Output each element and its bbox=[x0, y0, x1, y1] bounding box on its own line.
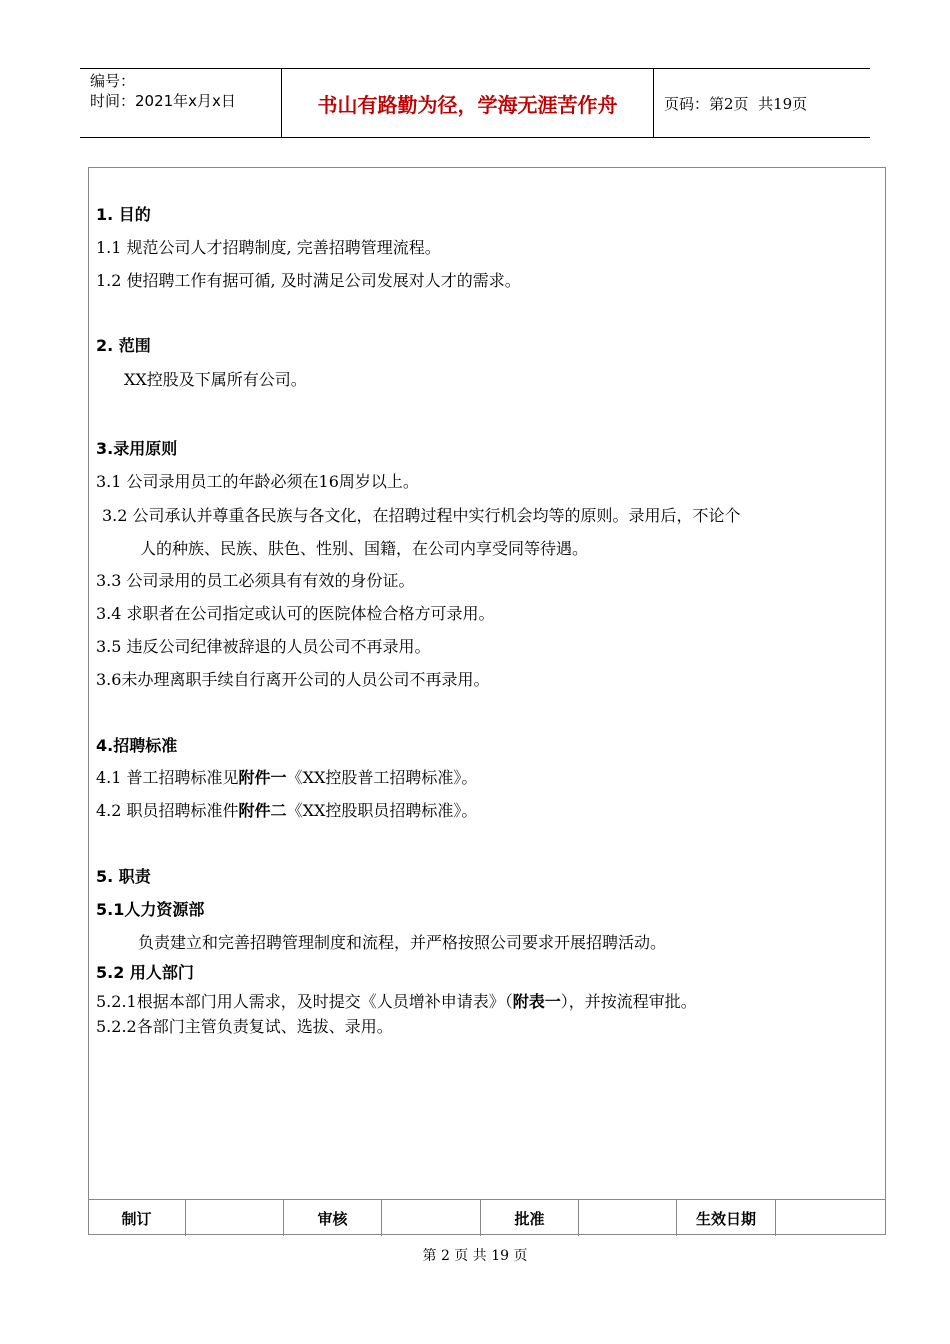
document-date: 时间：2021年x月x日 bbox=[90, 92, 236, 110]
section-4-title: 4.招聘标准 bbox=[96, 736, 178, 755]
appendix-1-ref: 附表一 bbox=[512, 992, 561, 1011]
section-2-body: XX控股及下属所有公司。 bbox=[124, 370, 307, 389]
approve-cell[interactable] bbox=[579, 1200, 677, 1236]
section-3-3: 3.3 公司录用的员工必须具有有效的身份证。 bbox=[96, 571, 415, 590]
review-label: 审核 bbox=[284, 1200, 382, 1236]
approve-label: 批准 bbox=[481, 1200, 579, 1236]
section-3-6: 3.6未办理离职手续自行离开公司的人员公司不再录用。 bbox=[96, 670, 490, 689]
draft-cell[interactable] bbox=[186, 1200, 284, 1236]
section-4-2: 4.2 职员招聘标准件附件二《XX控股职员招聘标准》。 bbox=[96, 801, 478, 820]
section-3-2-line2: 人的种族、民族、肤色、性别、国籍，在公司内享受同等待遇。 bbox=[140, 539, 589, 558]
page-number: 第 2 页 共 19 页 bbox=[422, 1248, 528, 1264]
signature-table bbox=[88, 1199, 886, 1236]
header-motto: 书山有路勤为径，学海无涯苦作舟 bbox=[282, 69, 654, 137]
section-4-1: 4.1 普工招聘标准见附件一《XX控股普工招聘标准》。 bbox=[96, 768, 478, 787]
header-meta bbox=[80, 69, 282, 137]
section-5-1-title: 5.1人力资源部 bbox=[96, 900, 205, 919]
draft-label: 制订 bbox=[88, 1200, 186, 1236]
attachment-2-ref: 附件二 bbox=[238, 801, 287, 820]
section-3-5: 3.5 违反公司纪律被辞退的人员公司不再录用。 bbox=[96, 637, 431, 656]
section-1-1: 1.1 规范公司人才招聘制度, 完善招聘管理流程。 bbox=[96, 238, 441, 257]
document-number-label: 编号： bbox=[90, 72, 136, 90]
attachment-1-ref: 附件一 bbox=[238, 768, 287, 787]
section-3-1: 3.1 公司录用员工的年龄必须在16周岁以上。 bbox=[96, 472, 419, 491]
section-5-2-title: 5.2 用人部门 bbox=[96, 963, 194, 982]
content-frame bbox=[88, 167, 886, 1235]
section-1-2: 1.2 使招聘工作有据可循, 及时满足公司发展对人才的需求。 bbox=[96, 271, 521, 290]
section-3-4: 3.4 求职者在公司指定或认可的医院体检合格方可录用。 bbox=[96, 604, 495, 623]
section-3-2-line1: 3.2 公司承认并尊重各民族与各文化，在招聘过程中实行机会均等的原则。录用后，不论个 bbox=[102, 506, 741, 525]
effective-date-label: 生效日期 bbox=[677, 1200, 776, 1236]
section-5-1-body: 负责建立和完善招聘管理制度和流程，并严格按照公司要求开展招聘活动。 bbox=[138, 933, 667, 952]
review-cell[interactable] bbox=[382, 1200, 481, 1236]
effective-date-cell[interactable] bbox=[776, 1200, 886, 1236]
section-5-2-1: 5.2.1根据本部门用人需求，及时提交《人员增补申请表》（附表一），并按流程审批。 bbox=[96, 992, 697, 1011]
header-page-info: 页码：第2页 共19页 bbox=[664, 94, 808, 113]
section-1-title: 1. 目的 bbox=[96, 205, 151, 224]
section-5-2-2: 5.2.2各部门主管负责复试、选拔、录用。 bbox=[96, 1017, 393, 1036]
section-2-title: 2. 范围 bbox=[96, 336, 151, 355]
document-header bbox=[80, 68, 870, 138]
section-5-title: 5. 职责 bbox=[96, 867, 151, 886]
section-3-title: 3.录用原则 bbox=[96, 439, 178, 458]
